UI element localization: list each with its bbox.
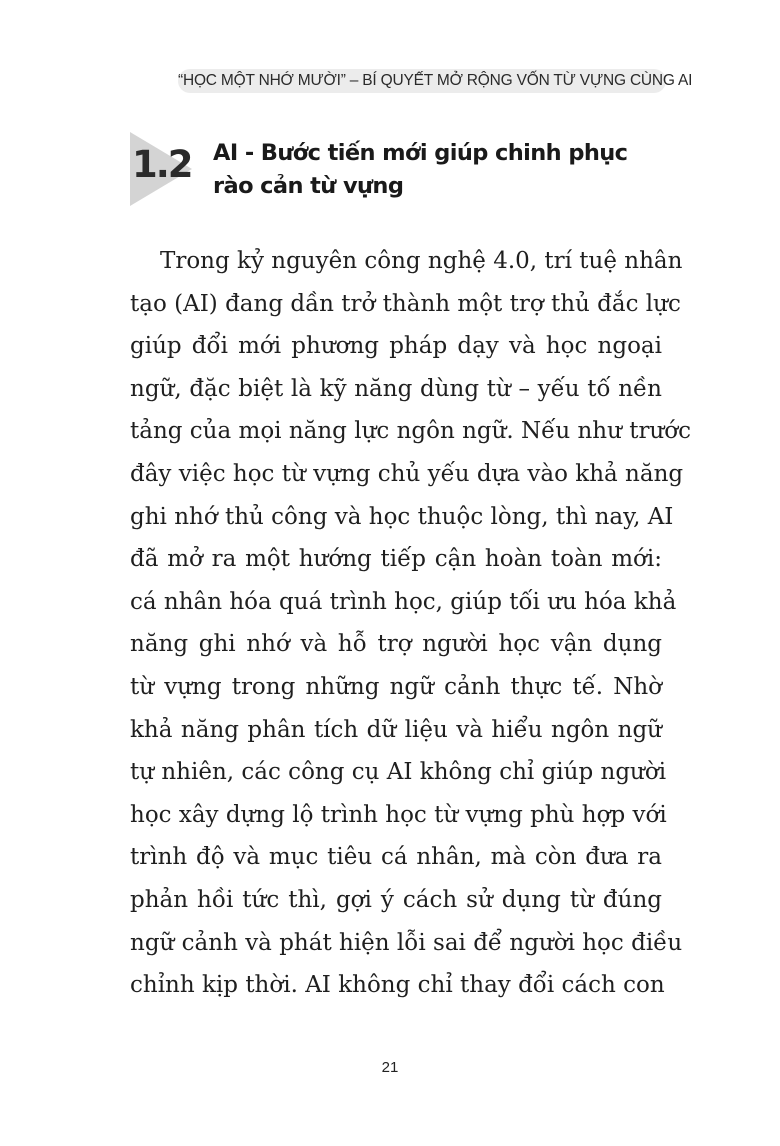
body-line: học xây dựng lộ trình học từ vựng phù hợp với: [130, 801, 667, 828]
body-line: trình độ và mục tiêu cá nhân, mà còn đưa ra: [130, 844, 662, 871]
body-line: từ vựng trong những ngữ cảnh thực tế. Nhờ: [130, 673, 662, 700]
body-text: [130, 240, 691, 1007]
body-line: ghi nhớ thủ công và học thuộc lòng, thì nay, AI: [130, 503, 674, 530]
body-line: đây việc học từ vựng chủ yếu dựa vào khả năng: [130, 460, 684, 487]
body-line: tự nhiên, các công cụ AI không chỉ giúp người: [130, 759, 667, 786]
body-line: tảng của mọi năng lực ngôn ngữ. Nếu như trước: [130, 418, 691, 445]
body-line: giúp đổi mới phương pháp dạy và học ngoại: [130, 333, 662, 360]
body-line: ngữ, đặc biệt là kỹ năng dùng từ – yếu tố nền: [130, 375, 662, 402]
body-line: chỉnh kịp thời. AI không chỉ thay đổi cách con: [130, 972, 665, 999]
body-line: tạo (AI) đang dần trở thành một trợ thủ đắc lực: [130, 290, 681, 317]
section-number: 1.2: [132, 143, 192, 186]
page-number: 21: [381, 1059, 399, 1076]
section-title: AI - Bước tiến mới giúp chinh phục rào cản từ vựng: [213, 140, 628, 199]
body-line: phản hồi tức thì, gợi ý cách sử dụng từ đúng: [130, 886, 662, 913]
body-line: đã mở ra một hướng tiếp cận hoàn toàn mới:: [130, 546, 662, 573]
body-line: khả năng phân tích dữ liệu và hiểu ngôn ngữ: [130, 716, 662, 743]
body-line: cá nhân hóa quá trình học, giúp tối ưu hóa khả: [130, 588, 677, 615]
body-line: năng ghi nhớ và hỗ trợ người học vận dụng: [130, 631, 662, 658]
body-line: ngữ cảnh và phát hiện lỗi sai để người học điều: [130, 929, 683, 956]
running-header: “HỌC MỘT NHỚ MƯỜI” – BÍ QUYẾT MỞ RỘNG VỐN TỪ VỰNG CÙNG AI: [178, 69, 666, 93]
body-line: Trong kỷ nguyên công nghệ 4.0, trí tuệ nhân: [160, 248, 683, 274]
